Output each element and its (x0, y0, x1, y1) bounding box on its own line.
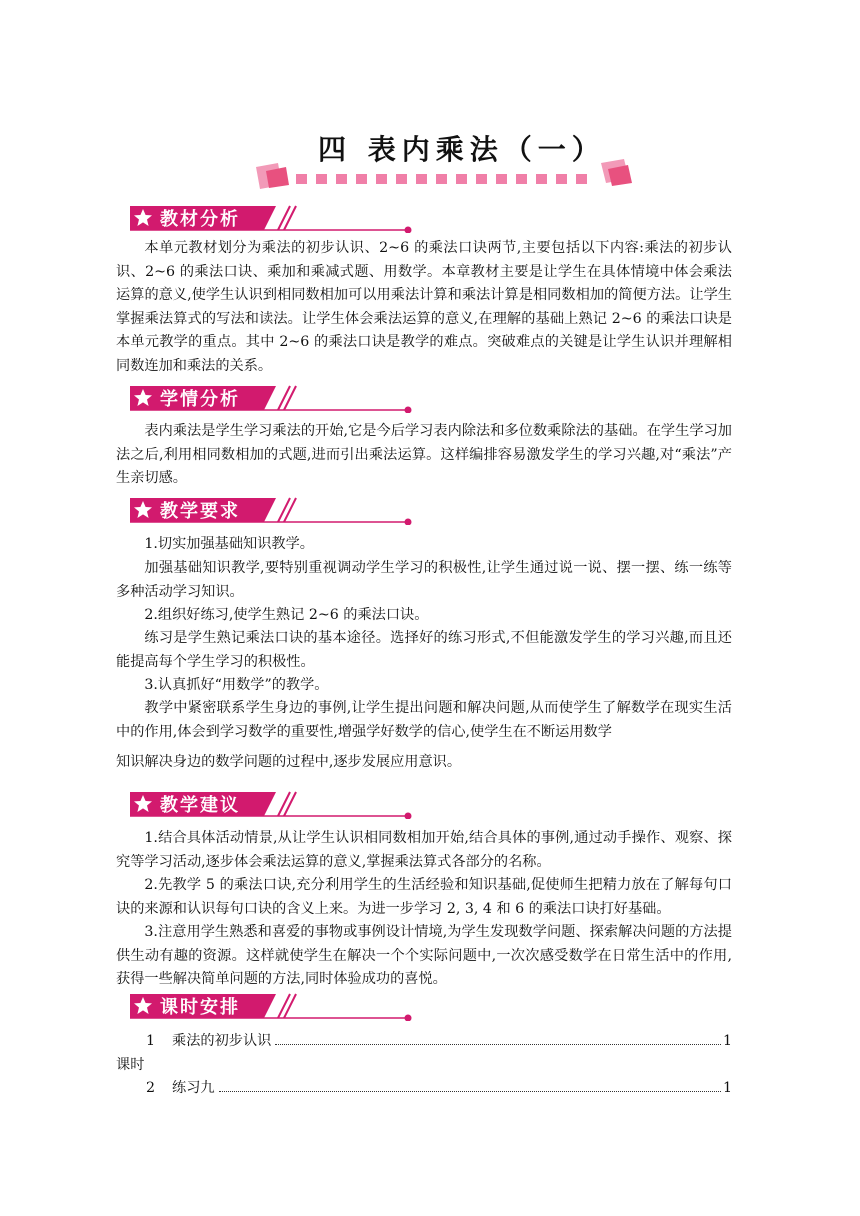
section-title: 课时安排 (160, 997, 240, 1018)
leader-dots (275, 1044, 721, 1045)
section-header-students (130, 383, 420, 413)
requirement-item: 3.认真抓好“用数学”的教学。 (144, 677, 329, 693)
schedule-row-number: 1 (146, 1033, 156, 1049)
suggestion-item: 3.注意用学生熟悉和喜爱的事物或事例设计情境,为学生发现数学问题、探索解决问题的方法提供生动有趣的资源。这样就使学生在解决一个个实际问题中,一次次感受数学在日常生活中的作用,获得一些解决简单问题的方法,同时体验成功的喜悦。 (116, 924, 732, 987)
requirement-item: 知识解决身边的数学问题的过程中,逐步发展应用意识。 (116, 754, 462, 770)
requirement-item: 教学中紧密联系学生身边的事例,让学生提出问题和解决问题,从而使学生了解数学在现实生活中的作用,体会到学习数学的重要性,增强学好数学的信心,使学生在不断运用数学 (116, 700, 732, 740)
requirement-item: 练习是学生熟记乘法口诀的基本途径。选择好的练习形式,不但能激发学生的学习兴趣,而且还能提高每个学生学习的积极性。 (116, 630, 732, 670)
schedule-row-title: 练习九 (172, 1080, 215, 1096)
requirement-item: 加强基础知识教学,要特别重视调动学生学习的积极性,让学生通过说一说、摆一摆、练一练等多种活动学习知识。 (116, 560, 732, 600)
section-header-schedule (130, 991, 420, 1021)
section-header-suggestions (130, 789, 420, 819)
students-paragraph: 表内乘法是学生学习乘法的开始,它是今后学习表内除法和多位数乘除法的基础。在学生学习加法之后,利用相同数相加的式题,进而引出乘法运算。这样编排容易激发学生的学习兴趣,对“乘法”产生亲切感。 (116, 423, 732, 486)
suggestion-item: 1.结合具体活动情景,从让学生认识相同数相加开始,结合具体的事例,通过动手操作、观察、探究等学习活动,逐步体会乘法运算的意义,掌握乘法算式各部分的名称。 (116, 830, 732, 870)
section-title: 学情分析 (160, 389, 240, 410)
requirement-item: 2.组织好练习,使学生熟记 2~6 的乘法口诀。 (144, 607, 429, 623)
section-header-analysis (130, 203, 420, 233)
suggestion-item: 2.先教学 5 的乘法口诀,充分利用学生的生活经验和知识基础,促使师生把精力放在了解每句口诀的来源和认识每句口诀的含义上来。为进一步学习 2, 3, 4 和 6 的乘法口诀打好基础。 (116, 877, 732, 917)
analysis-paragraph: 本单元教材划分为乘法的初步认识、2~6 的乘法口诀两节,主要包括以下内容:乘法的初步认识、2~6 的乘法口诀、乘加和乘减式题、用数学。本章教材主要是让学生在具体情境中体会乘法运算的意义,使学生认识到相同数相加可以用乘法计算和乘法计算是相同数相加的简便方法。让学生掌握乘法算式的写法和读法。让学生体会乘法运算的意义,在理解的基础上熟记 2~6 的乘法口诀是本单元教学的重点。其中 2~6 的乘法口诀是教学的难点。突破难点的关键是让学生认识并理解相同数连加和乘法的关系。 (116, 240, 732, 374)
schedule-row (116, 1077, 732, 1101)
schedule-row-count: 1 (722, 1080, 732, 1096)
section-header-requirements (130, 495, 420, 525)
section-title: 教材分析 (160, 209, 240, 230)
schedule-row (116, 1030, 732, 1077)
page-title: 四 表内乘法（一） (318, 133, 606, 166)
section-title: 教学建议 (160, 795, 240, 816)
schedule-row-number: 2 (146, 1080, 156, 1096)
schedule-row-title: 乘法的初步认识 (172, 1033, 272, 1049)
title-decoration (256, 155, 636, 195)
schedule-row-count: 1 (722, 1033, 732, 1049)
section-title: 教学要求 (160, 501, 240, 522)
leader-dots (219, 1091, 721, 1092)
requirement-item: 1.切实加强基础知识教学。 (144, 536, 314, 552)
schedule-row-unit: 课时 (116, 1056, 145, 1073)
